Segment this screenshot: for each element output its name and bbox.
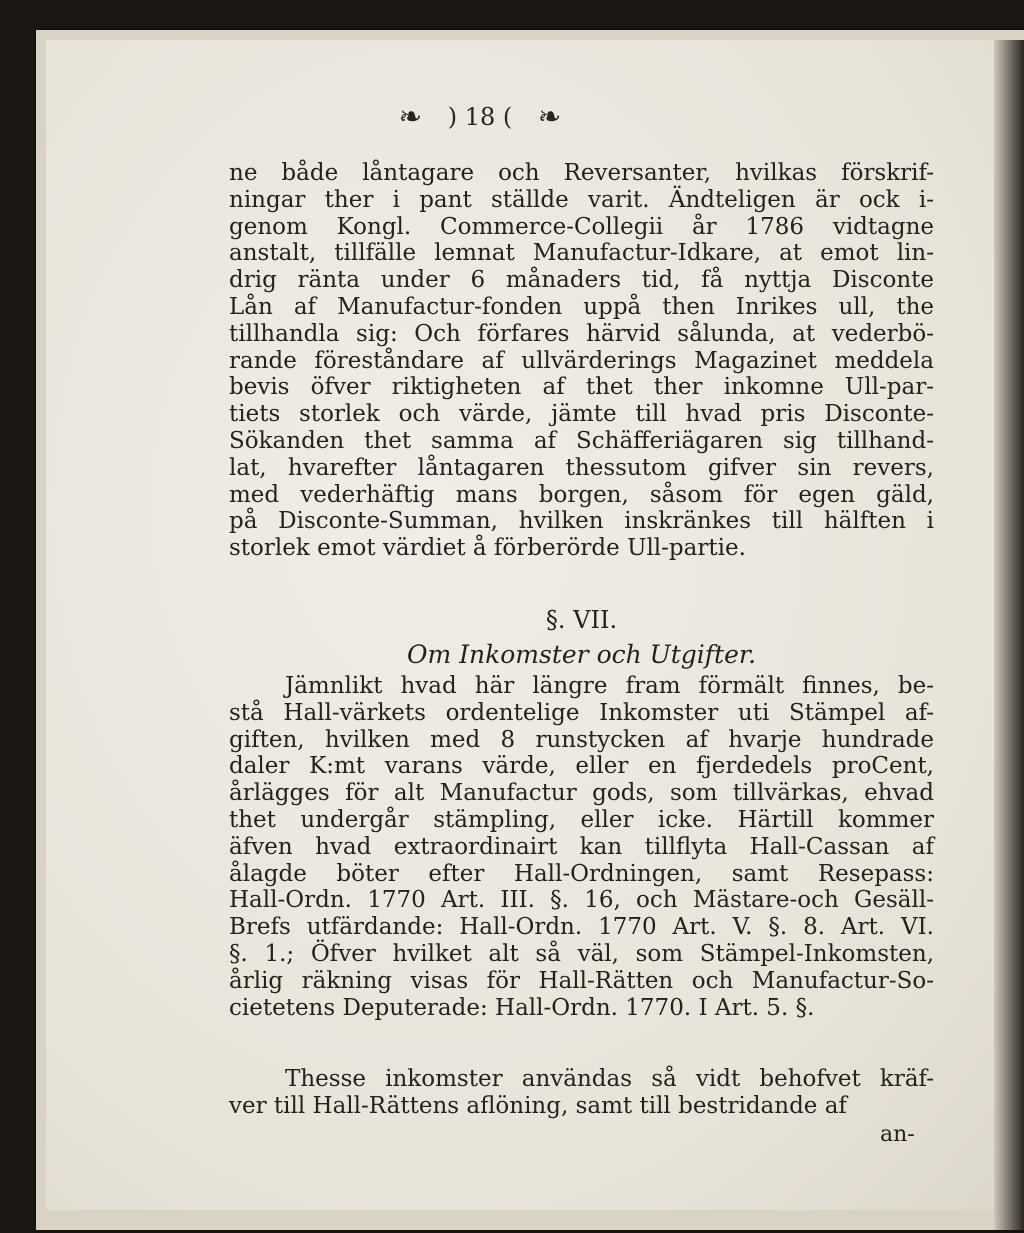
text-line: Hall-Ordn. 1770 Art. III. §. 16, och Mästare-och Gesäll- bbox=[229, 887, 934, 914]
text-line: giften, hvilken med 8 runstycken af hvarje hundrade bbox=[229, 726, 934, 753]
text-line: med vederhäftig mans borgen, såsom för egen gäld, bbox=[229, 481, 934, 508]
text-line: ålagde böter efter Hall-Ordningen, samt Resepass: bbox=[229, 860, 934, 887]
text-line: Lån af Manufactur-fonden uppå then Inrikes ull, the bbox=[229, 293, 934, 320]
text-line: rande föreståndare af ullvärderings Magazinet meddela bbox=[229, 347, 934, 374]
text-line: äfven hvad extraordinairt kan tillflyta Hall-Cassan af bbox=[229, 833, 934, 860]
text-line: cietetens Deputerade: Hall-Ordn. 1770. I Art. 5. §. bbox=[229, 994, 815, 1021]
right-ornament-icon: ❧ bbox=[537, 100, 562, 133]
paragraph-1 bbox=[229, 160, 934, 562]
text-line: årlig räkning visas för Hall-Rätten och Manufactur-So- bbox=[229, 967, 934, 994]
text-line: Jämnlikt hvad här längre fram förmält finnes, be- bbox=[285, 673, 934, 699]
section-number: §. VII. bbox=[545, 606, 618, 634]
catchword: an- bbox=[880, 1122, 915, 1147]
text-line: tiets storlek och värde, jämte till hvad pris Disconte- bbox=[229, 401, 934, 428]
text-line: drig ränta under 6 månaders tid, få nyttja Discontе bbox=[229, 267, 934, 294]
text-line: årlägges för alt Manufactur gods, som tillvärkas, ehvad bbox=[229, 780, 934, 807]
text-line: Brefs utfärdande: Hall-Ordn. 1770 Art. V. §. 8. Art. VI. bbox=[229, 914, 934, 941]
text-line: bevis öfver riktigheten af thet ther inkomne Ull-par- bbox=[229, 374, 934, 401]
book-gutter bbox=[994, 40, 1024, 1230]
paragraph-3 bbox=[229, 1066, 934, 1120]
text-line: daler K:mt varans värde, eller en fjerdedels proCent, bbox=[229, 753, 934, 780]
text-line: anstalt, tillfälle lemnat Manufactur-Idkare, at emot lin- bbox=[229, 240, 934, 267]
running-header bbox=[200, 100, 760, 150]
text-line: thet undergår stämpling, eller icke. Härtill kommer bbox=[229, 806, 934, 833]
page-number: ) 18 ( bbox=[447, 102, 513, 131]
text-line: ningar ther i pant ställde varit. Ändteligen är ock i- bbox=[229, 186, 934, 213]
text-line: storlek emot värdiet å förberörde Ull-partie. bbox=[229, 535, 746, 562]
text-line: lat, hvarefter låntagaren thessutom gifver sin revers, bbox=[229, 454, 934, 481]
section-title: Om Inkomster och Utgifter. bbox=[406, 640, 757, 669]
text-line: Thesse inkomster användas så vidt behofvet kräf- bbox=[285, 1066, 934, 1092]
text-line: på Disconte-Summan, hvilken inskränkes till hälften i bbox=[229, 508, 934, 535]
left-ornament-icon: ❧ bbox=[398, 100, 423, 133]
text-line: ver till Hall-Rättens aflöning, samt till bestridande af bbox=[229, 1092, 847, 1119]
paragraph-2 bbox=[229, 673, 934, 1021]
text-line: Sökanden thet samma af Schäfferiägaren sig tillhand- bbox=[229, 427, 934, 454]
text-line: ne både låntagare och Reversanter, hvilkas förskrif- bbox=[229, 160, 934, 186]
text-line: tillhandla sig: Och förfares härvid sålunda, at vederbö- bbox=[229, 320, 934, 347]
text-line: stå Hall-värkets ordentelige Inkomster uti Stämpel af- bbox=[229, 699, 934, 726]
text-line: genom Kongl. Commerce-Collegii år 1786 vidtagne bbox=[229, 213, 934, 240]
text-line: §. 1.; Öfver hvilket alt så väl, som Stämpel-Inkomsten, bbox=[229, 940, 934, 967]
